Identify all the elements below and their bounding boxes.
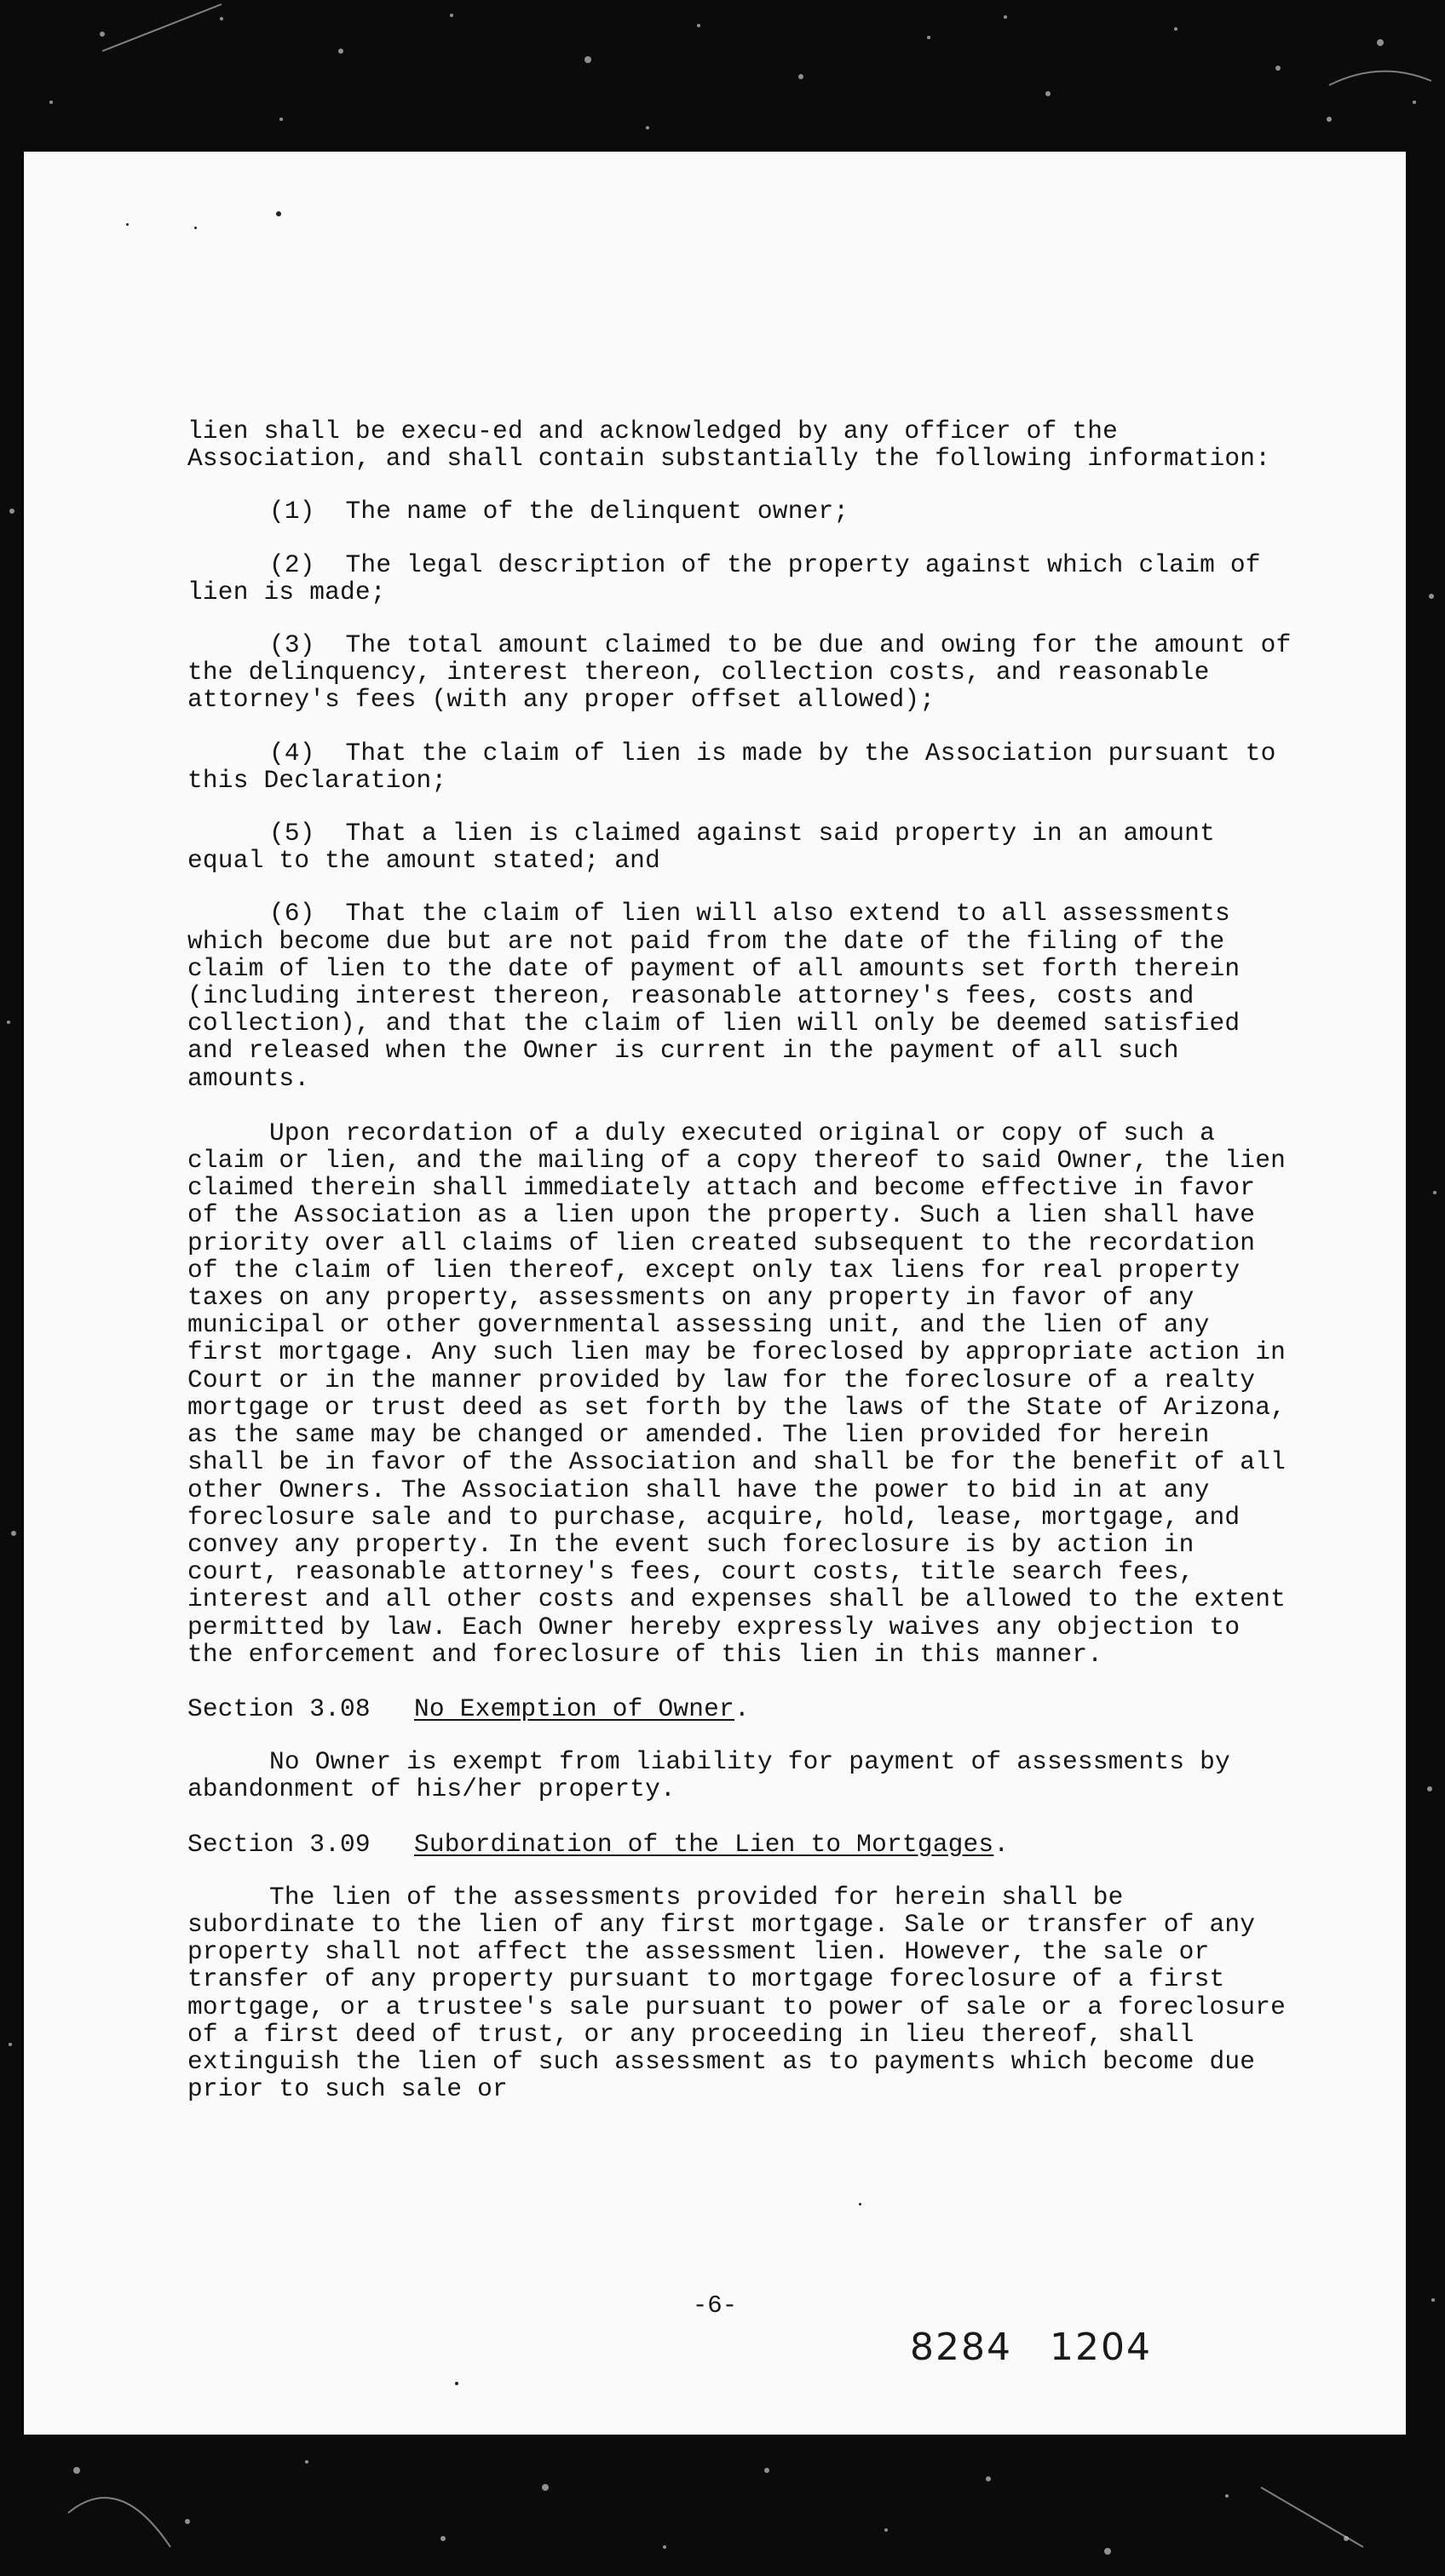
- section-number: Section 3.09: [187, 1829, 371, 1859]
- section-title: Subordination of the Lien to Mortgages: [414, 1829, 994, 1859]
- section-title: No Exemption of Owner: [414, 1693, 734, 1723]
- section-heading-3-09: [187, 1831, 1295, 1858]
- page-number: -6-: [692, 2291, 738, 2320]
- scan-speck: [126, 223, 129, 226]
- book-number: 8284: [910, 2326, 1012, 2369]
- section-title-period: .: [993, 1829, 1010, 1859]
- scan-speck: [276, 211, 281, 216]
- section-title-period: .: [734, 1693, 750, 1723]
- intro-paragraph: lien shall be execu-ed and acknowledged by any officer of the Association, and shall contain substantially the following information:: [187, 417, 1271, 474]
- recording-stamp: [910, 2326, 1152, 2369]
- recordation-paragraph: Upon recordation of a duly executed original or copy of such a claim or lien, and the mailing of a copy thereof to said Owner, the lien claimed therein shall immediately attach and become effective in favor of the Association as a lien upon the property. Such a lien shall have priority over all claims of lien created subsequent to the recordation of the claim of lien thereof, except only tax liens for real property taxes on any property, assessments on any property in favor of any municipal or other governmental assessing unit, and the lien of any first mortgage. Any such lien may be foreclosed by appropriate action in Court or in the manner provided by law for the foreclosure of a realty mortgage or trust deed as set forth by the laws of the State of Arizona, as the same may be changed or amended. The lien provided for herein shall be in favor of the Association and shall be for the benefit of all other Owners. The Association shall have the power to bid in at any foreclosure sale and to purchase, acquire, hold, lease, mortgage, and convey any property. In the event such foreclosure is by action in court, reasonable attorney's fees, court costs, title search fees, interest and all other costs and expenses shall be allowed to the extent permitted by law. Each Owner hereby expressly waives any objection to the enforcement and foreclosure of this lien in this manner.: [187, 1118, 1301, 1669]
- list-item: (5) That a lien is claimed against said property in an amount equal to the amount stated; and: [187, 819, 1230, 876]
- section-body: No Owner is exempt from liability for payment of assessments by abandonment of his/her property.: [187, 1747, 1246, 1804]
- section-number: Section 3.08: [187, 1693, 371, 1723]
- list-item: (1) The name of the delinquent owner;: [269, 497, 849, 526]
- list-item: (6) That the claim of lien will also extend to all assessments which become due but are not paid from the date of the filing of the claim of lien to the date of payment of all amounts set forth therein (including interest thereon, reasonable attorney's fees, costs and collection), and that the claim of lien will only be deemed satisfied and released when the Owner is current in the payment of all such amounts.: [187, 899, 1256, 1093]
- section-body: The lien of the assessments provided for herein shall be subordinate to the lien of any first mortgage. Sale or transfer of any property shall not affect the assessment lien. However, the sale or transfer of any property pursuant to mortgage foreclosure of a first mortgage, or a trustee's sale pursuant to power of sale or a foreclosure of a first deed of trust, or any proceeding in lieu thereof, shall extinguish the lien of such assessment as to payments which become due prior to such sale or: [187, 1882, 1301, 2104]
- section-heading-3-08: [187, 1695, 1295, 1722]
- list-item: (4) That the claim of lien is made by the Association pursuant to this Declaration;: [187, 738, 1292, 795]
- list-item: (3) The total amount claimed to be due and owing for the amount of the delinquency, interest thereon, collection costs, and reasonable attorney's fees (with any proper offset allowed);: [187, 630, 1307, 715]
- list-item: (2) The legal description of the property against which claim of lien is made;: [187, 549, 1276, 607]
- scan-speck: [194, 227, 197, 229]
- document-body: [187, 417, 1307, 2130]
- scan-speck: [455, 2382, 458, 2385]
- page-stamp-number: 1204: [1049, 2326, 1152, 2369]
- document-page: [24, 152, 1406, 2435]
- scan-speck: [859, 2203, 861, 2205]
